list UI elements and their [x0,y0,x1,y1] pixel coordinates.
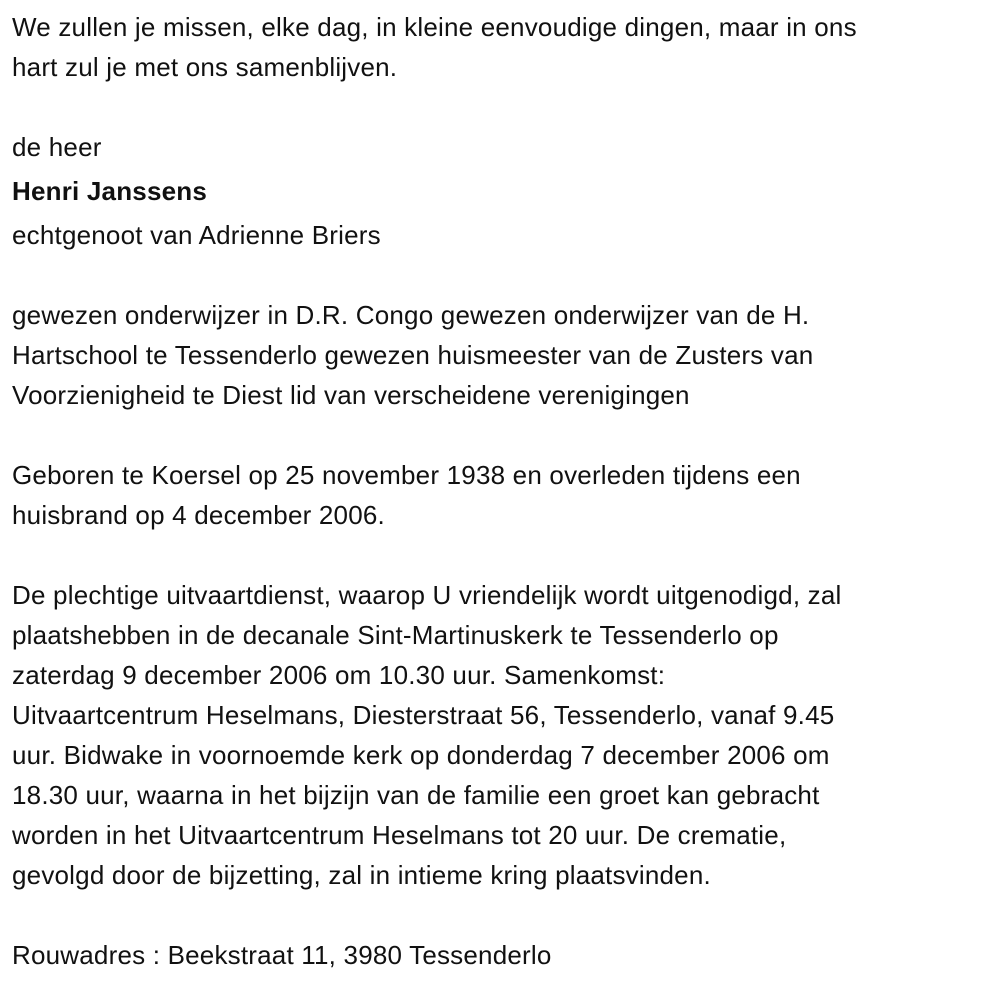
text-line: We zullen je missen, elke dag, in kleine eenvoudige dingen, maar in ons [12,12,857,42]
text-line: 18.30 uur, waarna in het bijzijn van de familie een groet kan gebracht [12,780,820,810]
ceremony-paragraph [12,575,992,895]
text-line: Hartschool te Tessenderlo gewezen huismeester van de Zusters van [12,340,814,370]
intro-paragraph [12,7,992,87]
text-line: Geboren te Koersel op 25 november 1938 en overleden tijdens een [12,460,801,490]
text-line: hart zul je met ons samenblijven. [12,52,398,82]
text-line: plaatshebben in de decanale Sint-Martinuskerk te Tessenderlo op [12,620,779,650]
deceased-name: Henri Janssens [12,176,208,206]
dates-paragraph [12,455,992,535]
text-line: Voorzienigheid te Diest lid van verscheidene verenigingen [12,380,690,410]
career-paragraph [12,295,992,415]
text-line: De plechtige uitvaartdienst, waarop U vriendelijk wordt uitgenodigd, zal [12,580,842,610]
text-line: uur. Bidwake in voornoemde kerk op donderdag 7 december 2006 om [12,740,830,770]
text-line: zaterdag 9 december 2006 om 10.30 uur. Samenkomst: [12,660,666,690]
title-prefix: de heer [12,132,102,162]
text-line: gevolgd door de bijzetting, zal in intieme kring plaatsvinden. [12,860,711,890]
obituary-text [12,7,992,975]
text-line: huisbrand op 4 december 2006. [12,500,385,530]
text-line: worden in het Uitvaartcentrum Heselmans tot 20 uur. De crematie, [12,820,787,850]
mourning-address: Rouwadres : Beekstraat 11, 3980 Tessenderlo [12,940,552,970]
spouse-line: echtgenoot van Adrienne Briers [12,220,381,250]
text-line: Uitvaartcentrum Heselmans, Diesterstraat 56, Tessenderlo, vanaf 9.45 [12,700,835,730]
text-line: gewezen onderwijzer in D.R. Congo gewezen onderwijzer van de H. [12,300,810,330]
